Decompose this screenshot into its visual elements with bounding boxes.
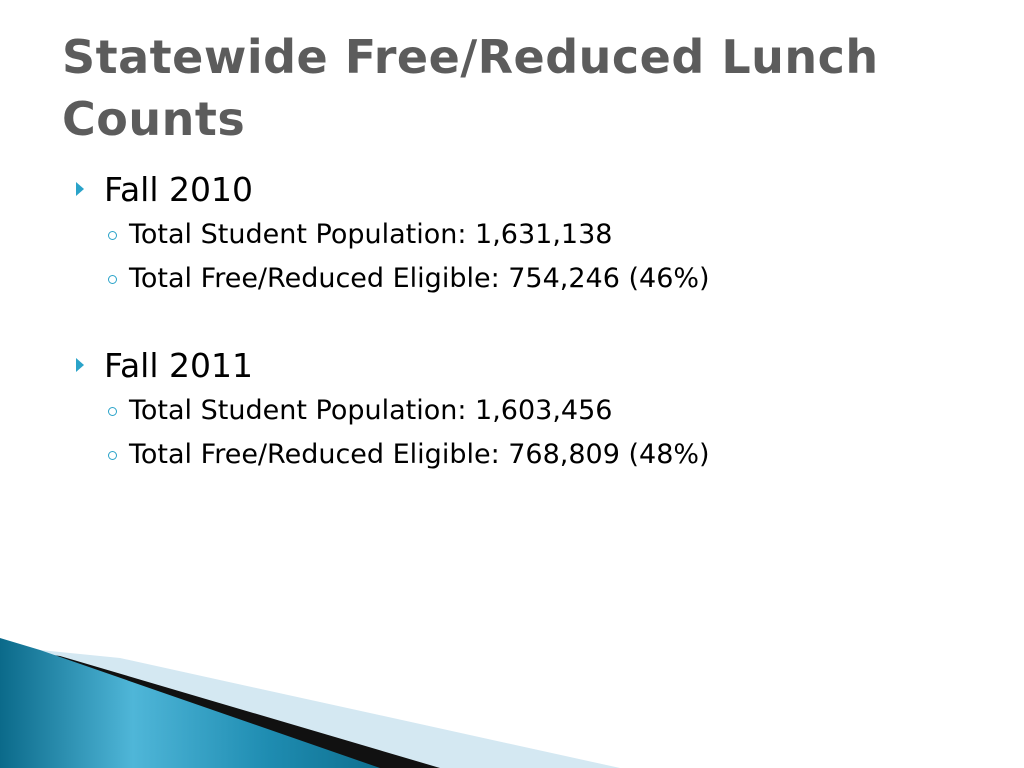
ring-bullet-icon — [108, 407, 117, 416]
triangle-right-icon — [76, 182, 84, 196]
section-fall-2010 — [74, 166, 974, 300]
ring-bullet-icon — [108, 275, 117, 284]
bullet-level2 — [108, 432, 974, 476]
ring-bullet-icon — [108, 231, 117, 240]
ring-bullet-icon — [108, 451, 117, 460]
section-fall-2011 — [74, 342, 974, 476]
bullet-level2 — [108, 388, 974, 432]
bullet-text: Total Student Population: 1,603,456 — [129, 394, 613, 426]
triangle-right-icon — [76, 358, 84, 372]
bullet-level1 — [74, 166, 974, 212]
bullet-text: Total Student Population: 1,631,138 — [129, 218, 613, 250]
section-heading: Fall 2011 — [104, 345, 253, 385]
bullet-text: Total Free/Reduced Eligible: 768,809 (48%) — [129, 438, 710, 470]
bullet-level2 — [108, 212, 974, 256]
bullet-list — [74, 166, 974, 476]
section-heading: Fall 2010 — [104, 169, 253, 209]
decorative-wave — [0, 638, 1024, 768]
bullet-level2 — [108, 256, 974, 300]
slide-title: Statewide Free/Reduced Lunch Counts — [62, 30, 879, 146]
bullet-level1 — [74, 342, 974, 388]
bullet-text: Total Free/Reduced Eligible: 754,246 (46%) — [129, 262, 710, 294]
